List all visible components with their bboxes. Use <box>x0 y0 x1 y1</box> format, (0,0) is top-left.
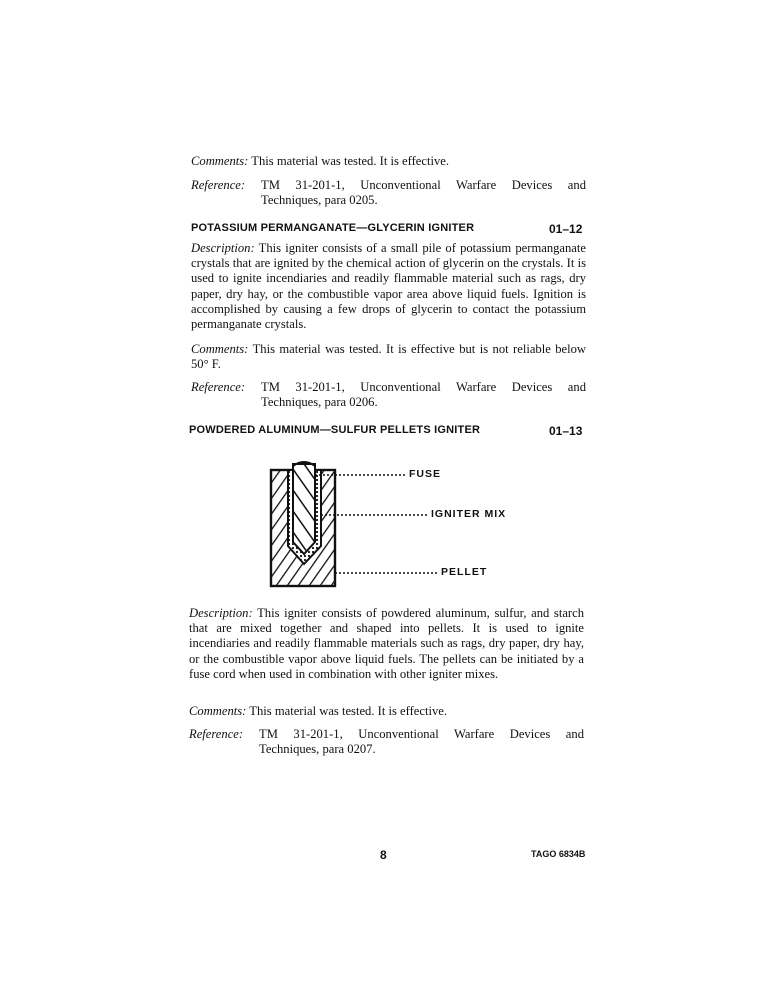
page-number: 8 <box>380 848 387 862</box>
comments-text: This material was tested. It is effective but is not reliable below 50° F. <box>191 342 586 372</box>
reference-01-13 <box>189 727 584 757</box>
description-text: This igniter consists of a small pile of potassium permanganate crystals that are ignited by the chemical action of glycerin on the crystals. It is used to ignite incendiaries and readily flammable material such as rags, dry paper, dry hay, or the combustible vapor area above liquid fuels. Ignition is accomplished by causing a few drops of glycerin to contact the potassium permanganate crystals. <box>191 241 586 332</box>
reference-text: TM 31-201-1, Unconventional Warfare Devices and Techniques, para 0205. <box>261 178 586 208</box>
comments-01-11 <box>191 154 586 169</box>
description-label: Description: <box>191 241 255 255</box>
diagram-label-igniter-mix: IGNITER MIX <box>431 508 507 520</box>
section-number-01-12: 01–12 <box>549 222 583 236</box>
section-title-01-13: POWDERED ALUMINUM—SULFUR PELLETS IGNITER <box>189 424 481 436</box>
description-text: This igniter consists of powdered aluminum, sulfur, and starch that are mixed together and shaped into pellets. It is used to ignite incendiaries and readily flammable materials such as rags, dry paper, dry hay, or the combustible vapor above liquid fuels. The pellets can be initiated by a fuse cord when used in combination with other igniter mixes. <box>189 606 585 681</box>
reference-text: TM 31-201-1, Unconventional Warfare Devices and Techniques, para 0207. <box>259 727 584 757</box>
diagram-label-pellet: PELLET <box>441 566 488 578</box>
comments-text: This material was tested. It is effective. <box>251 154 449 168</box>
reference-01-12 <box>191 380 586 410</box>
tago-code: TAGO 6834B <box>531 849 586 859</box>
reference-label: Reference: <box>191 380 246 394</box>
description-01-12 <box>191 241 586 332</box>
comments-label: Comments: <box>189 704 247 718</box>
diagram-label-fuse: FUSE <box>409 468 442 480</box>
comments-01-12 <box>191 342 586 372</box>
comments-label: Comments: <box>191 342 249 356</box>
comments-label: Comments: <box>191 154 249 168</box>
reference-label: Reference: <box>189 727 244 741</box>
reference-01-11 <box>191 178 586 208</box>
section-number-01-13: 01–13 <box>549 424 583 438</box>
reference-label: Reference: <box>191 178 246 192</box>
description-label: Description: <box>189 606 253 620</box>
comments-text: This material was tested. It is effective. <box>249 704 447 718</box>
section-title-01-12: POTASSIUM PERMANGANATE—GLYCERIN IGNITER <box>191 222 475 234</box>
pellet-igniter-diagram <box>255 458 515 593</box>
reference-text: TM 31-201-1, Unconventional Warfare Devices and Techniques, para 0206. <box>261 380 586 410</box>
comments-01-13 <box>189 704 584 719</box>
description-01-13 <box>189 606 584 682</box>
